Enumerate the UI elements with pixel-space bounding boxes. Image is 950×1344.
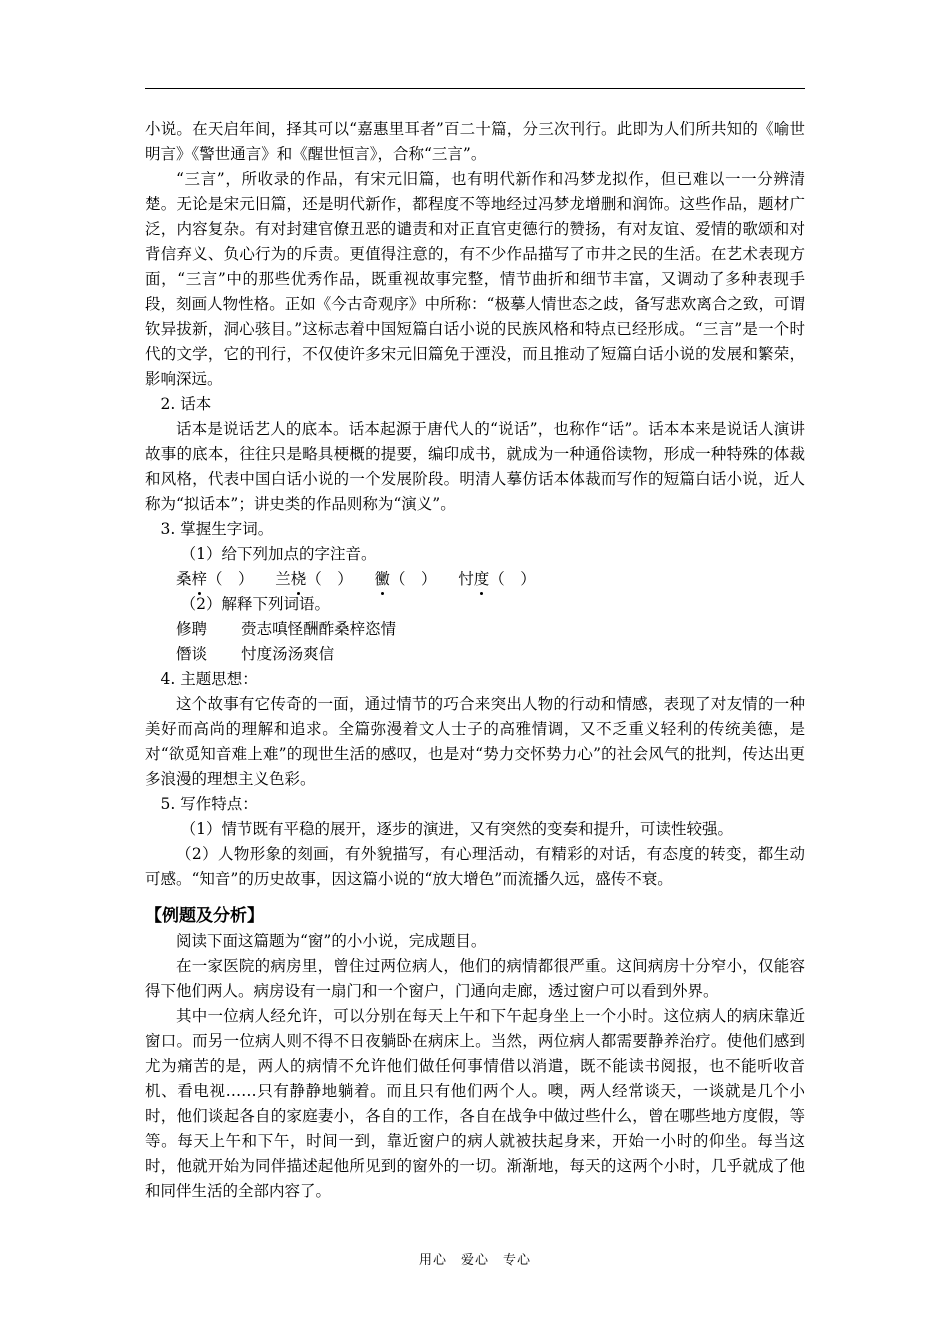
vocab-word: 修聘 [176,620,208,638]
question-explain: （2）解释下列词语。 [180,595,331,613]
paragraph-huaben: 话本是说话艺人的底本。话本起源于唐代人的“说话”，也称作“话”。话本本来是说话人演讲故事的底本，往往只是略具梗概的提要，编印成书，就成为一种通俗读物，形成一种特殊的体裁和风格，代表中国白话小说的一个发展阶段。明清人摹仿话本体裁而写作的短篇白话小说，近人称为“拟话本”；讲史类的作品则称为“演义”。 [145,420,805,513]
heading-theme: 4. 主题思想： [160,670,258,688]
section-heading: 【例题及分析】 [145,906,264,926]
word-char: 忖 [458,570,474,588]
paragraph-story-1: 在一家医院的病房里，曾住过两位病人，他们的病情都很严重。这间病房十分窄小，仅能容得下他们两人。病房设有一扇门和一个窗户，门通向走廊，透过窗户可以看到外界。 [145,957,805,1000]
pinyin-blank: （ ） [389,570,437,588]
word-char: 兰 [275,570,291,588]
question-pinyin: （1）给下列加点的字注音。 [180,545,377,563]
heading-vocab: 3. 掌握生字词。 [160,520,274,538]
pinyin-blank: （ ） [489,570,536,588]
paragraph-story-2: 其中一位病人经允许，可以分别在每天上午和下午起身坐上一个小时。这位病人的病床靠近窗口。而另一位病人则不得不日夜躺卧在病床上。当然，两位病人都需要静养治疗。使他们感到尤为痛苦的是，两人的病情不允许他们做任何事情借以消遣，既不能读书阅报，也不能听收音机、看电视……只有静静地躺着。而且只有他们两个人。噢，两人经常谈天，一谈就是几个小时，他们谈起各自的家庭妻小，各自的工作，各自在战争中做过些什么，曾在哪些地方度假，等等。每天上午和下午，时间一到，靠近窗户的病人就被扶起身来，开始一小时的仰坐。每当这时，他就开始为同伴描述起他所见到的窗外的一切。渐渐地，每天的这两个小时，几乎就成了他和同伴生活的全部内容了。 [145,1007,805,1200]
feature-2: （2）人物形象的刻画，有外貌描写，有心理活动，有精彩的对话，有态度的转变，都生动可感。“知音”的历史故事，因这篇小说的“放大增色”而流播久远，盛传不衰。 [145,845,805,888]
dotted-char: 度 [474,567,490,592]
vocab-row-2 [145,642,805,667]
paragraph-sanyan: “三言”，所收录的作品，有宋元旧篇，也有明代新作和冯梦龙拟作，但已难以一一分辨清楚。无论是宋元旧篇，还是明代新作，都程度不等地经过冯梦龙增删和润饰。这些作品，题材广泛，内容复杂。有对封建官僚丑恶的谴责和对正直官吏德行的赞扬，有对友谊、爱情的歌颂和对背信弃义、负心行为的斥责。更值得注意的，有不少作品描写了市井之民的生活。在艺术表现方面，“三言”中的那些优秀作品，既重视故事完整，情节曲折和细节丰富，又调动了多种表现手段，刻画人物性格。正如《今古奇观序》中所称：“极摹人情世态之歧，备写悲欢离合之致，可谓钦异拔新，洞心骇目。”这标志着中国短篇白话小说的民族风格和特点已经形成。“三言”是一个时代的文学，它的刊行，不仅使许多宋元旧篇免于湮没，而且推动了短篇白话小说的发展和繁荣，影响深远。 [145,170,805,388]
vocab-words: 赍志嗔怪酬酢桑梓恣情 [241,620,397,638]
paragraph-prompt: 阅读下面这篇题为“窗”的小小说，完成题目。 [176,932,487,950]
pinyin-blank: （ ） [207,570,254,588]
heading-features: 5. 写作特点： [160,795,258,813]
document-body [145,117,805,1204]
header-rule [145,88,805,89]
feature-1: （1）情节既有平稳的展开，逐步的演进，又有突然的变奏和提升，可读性较强。 [180,820,734,838]
vocab-words: 忖度汤汤爽信 [241,645,335,663]
dotted-char: 黴 [374,567,390,592]
dotted-char: 梓 [192,567,208,592]
paragraph-intro: 小说。在天启年间，择其可以“嘉惠里耳者”百二十篇，分三次刊行。此即为人们所共知的《喻世明言》《警世通言》和《醒世恒言》，合称“三言”。 [145,120,805,163]
page-footer: 用心 爱心 专心 [418,1253,531,1268]
vocab-row-1 [145,617,805,642]
heading-huaben: 2. 话本 [160,395,212,413]
pinyin-row [145,567,805,592]
word-char: 桑 [176,570,192,588]
dotted-char: 桡 [291,567,307,592]
vocab-word: 僭谈 [176,645,208,663]
paragraph-theme: 这个故事有它传奇的一面，通过情节的巧合来突出人物的行动和情感，表现了对友情的一种美好而高尚的理解和追求。全篇弥漫着文人士子的高雅情调，又不乏重义轻利的传统美德，是对“欲觅知音难上难”的现世生活的感叹，也是对“势力交怀势力心”的社会风气的批判，传达出更多浪漫的理想主义色彩。 [145,695,805,788]
pinyin-blank: （ ） [306,570,353,588]
